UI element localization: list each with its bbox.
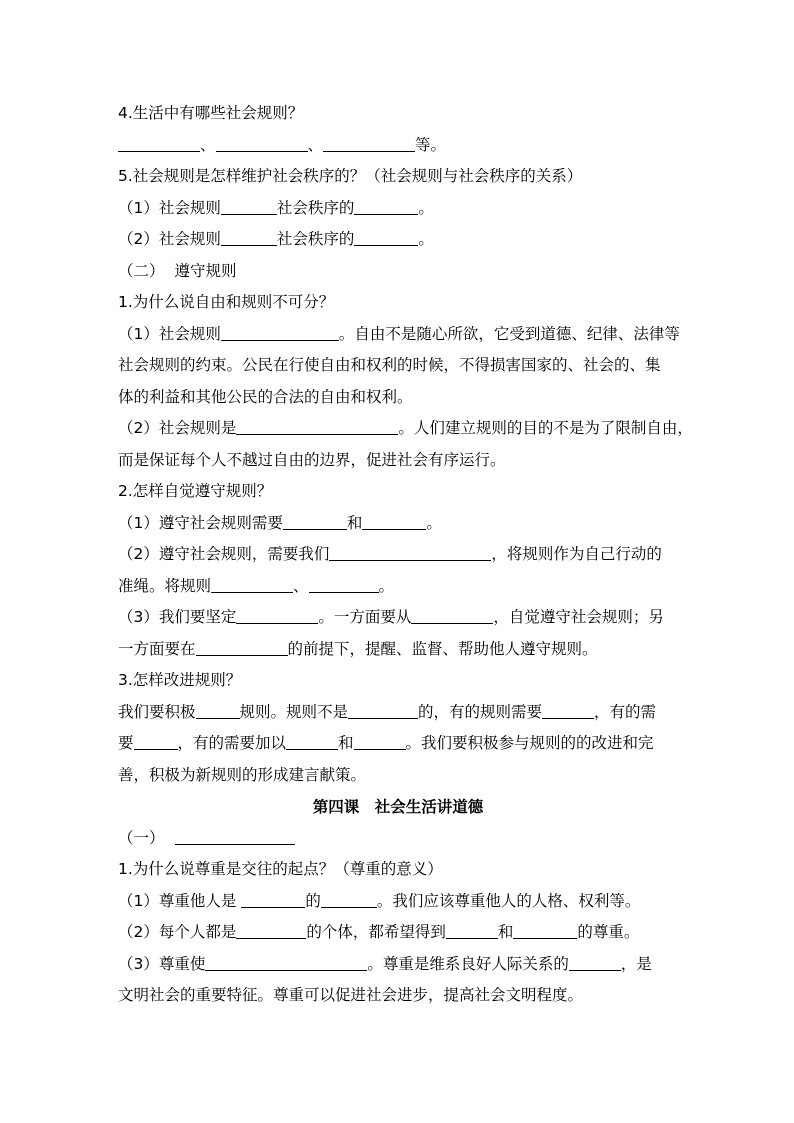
question-4-answer: 、 、 等。 <box>118 130 678 162</box>
obey-question-1-text: 体的利益和其他公民的合法的自由和权利。 <box>118 387 413 406</box>
answer-blank[interactable] <box>236 417 398 435</box>
obey-question-2-item-3: （3）我们要坚定 。一方面要从 ，自觉遵守社会规则；另 <box>118 608 664 626</box>
answer-blank[interactable] <box>241 890 305 908</box>
obey-question-1: 1.为什么说自由和规则不可分？ <box>118 293 335 311</box>
answer-blank[interactable] <box>196 701 240 719</box>
answer-blank[interactable] <box>362 512 426 530</box>
answer-blank[interactable] <box>542 701 594 719</box>
obey-question-2-item-1: （1）遵守社会规则需要 和 。 <box>118 513 442 532</box>
answer-blank[interactable] <box>134 732 178 750</box>
question-5: 5.社会规则是怎样维护社会秩序的？（社会规则与社会秩序的关系） <box>118 167 583 185</box>
lesson-question-1-text: 文明社会的重要特征。尊重可以促进社会进步，提高社会文明程度。 <box>118 986 584 1004</box>
answer-blank[interactable] <box>118 134 200 152</box>
answer-blank[interactable] <box>309 575 379 593</box>
obey-question-2: 2.怎样自觉遵守规则？ <box>118 482 273 500</box>
answer-blank[interactable] <box>321 890 377 908</box>
lesson-question-1-item-1: （1）尊重他人是 的 。我们应该尊重他人的人格、权利等。 <box>118 891 641 910</box>
answer-blank[interactable] <box>283 512 347 530</box>
answer-blank[interactable] <box>513 921 577 939</box>
answer-blank[interactable] <box>236 606 318 624</box>
answer-blank[interactable] <box>196 638 288 656</box>
lesson-title: 第四课 社会生活讲道德 <box>312 797 484 816</box>
obey-question-3-text: 善，积极为新规则的形成建言献策。 <box>118 765 367 784</box>
answer-blank[interactable] <box>329 543 491 561</box>
question-4: 4.生活中有哪些社会规则？ <box>118 104 304 122</box>
obey-question-1-text: 社会规则的约束。公民在行使自由和权利的时候，不得损害国家的、社会的、集 <box>118 356 661 374</box>
question-5-item-1: （1）社会规则 社会秩序的 。 <box>118 198 434 217</box>
answer-blank[interactable] <box>211 575 293 593</box>
answer-blank[interactable] <box>348 701 418 719</box>
lesson-question-1-item-2: （2）每个人都是 的个体，都希望得到 和 的尊重。 <box>118 923 640 941</box>
answer-blank[interactable] <box>221 323 339 341</box>
answer-blank[interactable] <box>216 134 308 152</box>
obey-question-2-text: 准绳。将规则 、 。 <box>118 576 395 595</box>
obey-question-2-text: 一方面要在 的前提下，提醒、监督、帮助他人遵守规则。 <box>118 639 598 658</box>
worksheet-page <box>118 98 693 1012</box>
answer-blank[interactable] <box>221 197 277 215</box>
obey-question-1-item-1: （1）社会规则 。自由不是随心所欲，它受到道德、纪律、法律等 <box>118 324 680 343</box>
answer-blank[interactable] <box>205 953 367 971</box>
answer-blank[interactable] <box>236 921 306 939</box>
answer-blank[interactable] <box>175 827 295 845</box>
answer-blank[interactable] <box>354 197 418 215</box>
obey-question-2-item-2: （2）遵守社会规则，需要我们 ，将规则作为自己行动的 <box>118 545 662 563</box>
question-5-item-2: （2）社会规则 社会秩序的 。 <box>118 230 434 248</box>
obey-question-1-item-2: （2）社会规则是 。人们建立规则的目的不是为了限制自由， <box>118 419 693 437</box>
lesson-section-heading: （一） <box>118 823 678 855</box>
answer-blank[interactable] <box>569 953 621 971</box>
obey-question-3-text: 我们要积极 规则。规则不是 的，有的规则需要 ，有的需 <box>118 702 657 721</box>
answer-blank[interactable] <box>354 732 406 750</box>
lesson-question-1-item-3: （3）尊重使 。尊重是维系良好人际关系的 ，是 <box>118 954 652 973</box>
answer-blank[interactable] <box>354 228 418 246</box>
obey-question-3: 3.怎样改进规则？ <box>118 671 242 689</box>
answer-blank[interactable] <box>286 732 338 750</box>
answer-blank[interactable] <box>411 606 493 624</box>
answer-blank[interactable] <box>446 921 498 939</box>
answer-blank[interactable] <box>221 228 277 246</box>
obey-question-1-text: 而是保证每个人不越过自由的边界，促进社会有序运行。 <box>118 450 506 469</box>
answer-blank[interactable] <box>323 134 415 152</box>
obey-question-3-text: 要 ，有的需要加以 和 。我们要积极参与规则的的改进和完 <box>118 734 654 752</box>
section-heading-obey: （二） 遵守规则 <box>118 261 237 280</box>
lesson-question-1: 1.为什么说尊重是交往的起点？（尊重的意义） <box>118 860 443 878</box>
